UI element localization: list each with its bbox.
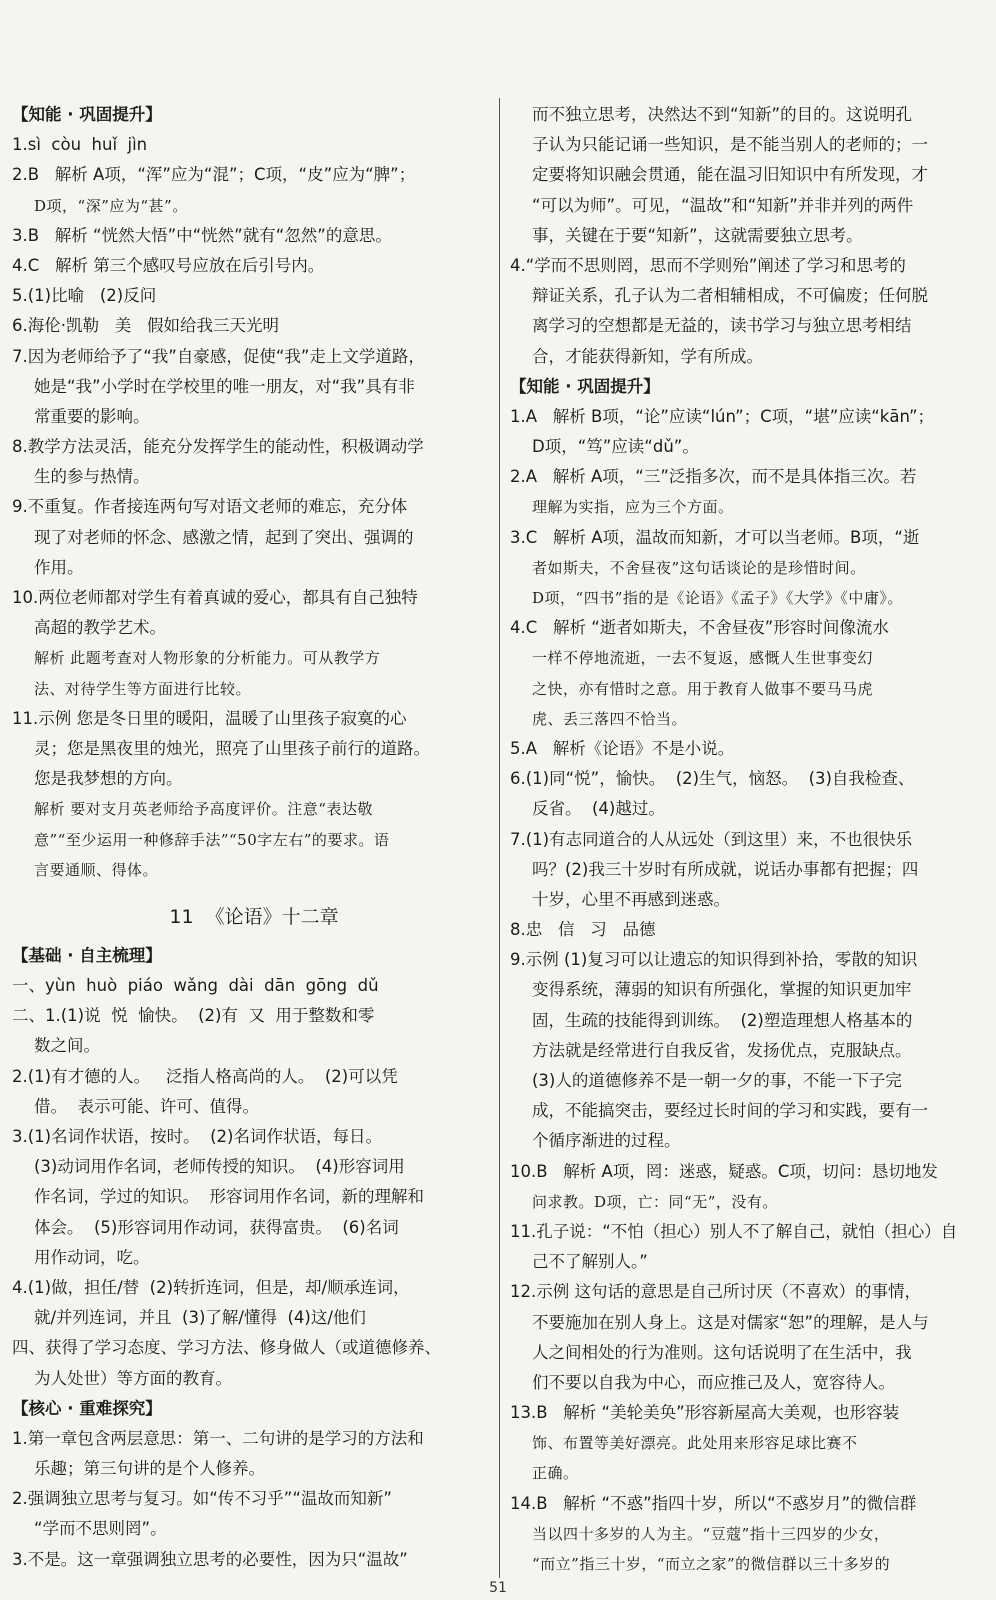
text-line: (3)人的道德修养不是一朝一夕的事，不能一下子完 xyxy=(532,1071,902,1090)
text-line: 解析 要对支月英老师给予高度评价。注意“表达敬 xyxy=(34,800,373,819)
text-line: 您是我梦想的方向。 xyxy=(34,769,183,789)
text-line: 们不要以自我为中心，而应推己及人，宽容待人。 xyxy=(532,1372,895,1392)
text-line: 灵；您是黑夜里的烛光，照亮了山里孩子前行的道路。 xyxy=(34,738,430,758)
text-line: “学而不思则罔”。 xyxy=(34,1519,167,1539)
text-line: 10.B 解析 A项，罔：迷惑，疑惑。C项，切问：恳切地发 xyxy=(510,1161,938,1181)
text-line: 7.因为老师给予了“我”自豪感，促使“我”走上文学道路， xyxy=(12,346,425,366)
text-line: 10.两位老师都对学生有着真诚的爱心，都具有自己独特 xyxy=(12,588,418,607)
text-line: 借。 表示可能、许可、值得。 xyxy=(34,1096,259,1116)
text-line: 用作动词，吃。 xyxy=(34,1247,150,1267)
text-line: 事，关键在于要“知新”，这就需要独立思考。 xyxy=(532,225,863,245)
text-line: “可以为师”。可见，“温故”和“知新”并非并列的两件 xyxy=(532,195,914,215)
text-line: “而立”指三十岁，“而立之家”的微信群以三十多岁的 xyxy=(532,1555,891,1573)
text-line: 常重要的影响。 xyxy=(34,406,150,426)
lesson-title: 11 《论语》十二章 xyxy=(169,905,339,928)
text-line: 合，才能获得新知，学有所成。 xyxy=(532,346,763,366)
text-line: 固，生疏的技能得到训练。 (2)塑造理想人格基本的 xyxy=(532,1010,913,1030)
text-line: 3.(1)名词作状语，按时。 (2)名词作状语，每日。 xyxy=(12,1127,382,1146)
text-line: 一样不停地流逝，一去不复返，感慨人生世事变幻 xyxy=(532,649,874,668)
text-line: 理解为实指，应为三个方面。 xyxy=(532,498,734,517)
text-line: 5.(1)比喻 (2)反问 xyxy=(12,286,157,306)
text-line: 4.“学而不思则罔，思而不学则殆”阐述了学习和思考的 xyxy=(510,255,906,275)
section-heading: 【核心 · 重难探究】 xyxy=(12,1398,162,1418)
text-line: 11.孔子说：“不怕（担心）别人不了解自己，就怕（担心）自 xyxy=(510,1221,958,1241)
text-line: 数之间。 xyxy=(34,1036,100,1056)
section-heading: 【知能 · 巩固提升】 xyxy=(510,376,660,396)
text-line: 作用。 xyxy=(34,557,84,577)
text-line: 作名词，学过的知识。 形容词用作名词，新的理解和 xyxy=(34,1187,424,1207)
text-line: 3.不是。这一章强调独立思考的必要性，因为只“温故” xyxy=(12,1549,408,1569)
text-line: 她是“我”小学时在学校里的唯一朋友，对“我”具有非 xyxy=(34,376,415,396)
text-line: 当以四十多岁的人为主。“豆蔻”指十三四岁的少女， xyxy=(532,1524,890,1543)
text-line: 之快，亦有惜时之意。用于教育人做事不要马马虎 xyxy=(532,679,874,698)
text-line: 定要将知识融会贯通，能在温习旧知识中有所发现，才 xyxy=(532,165,928,185)
text-line: 反省。 (4)越过。 xyxy=(532,799,665,819)
text-line: D项，“四书”指的是《论语》《孟子》《大学》《中庸》。 xyxy=(532,589,903,607)
text-line: 解析 此题考查对人物形象的分析能力。可从教学方 xyxy=(34,649,381,668)
section-heading: 【知能 · 巩固提升】 xyxy=(12,105,162,124)
text-line: 14.B 解析 “不惑”指四十岁，所以“不惑岁月”的微信群 xyxy=(510,1493,917,1513)
text-line: 1.A 解析 B项，“论”应读“lún”；C项，“堪”应读“kān”； xyxy=(510,406,935,426)
left-column xyxy=(12,100,496,1575)
text-line: 不要施加在别人身上。这是对儒家“恕”的理解，是人与 xyxy=(532,1312,929,1332)
text-line: 7.(1)有志同道合的人从远处（到这里）来，不也很快乐 xyxy=(510,829,913,849)
text-line: 生的参与热情。 xyxy=(34,467,150,487)
page-number: 51 xyxy=(489,1580,507,1596)
text-line: D项，“笃”应读“dǔ”。 xyxy=(532,437,699,457)
text-line: 意”“至少运用一种修辞手法”“50字左右”的要求。语 xyxy=(34,830,390,849)
text-line: 者如斯夫，不舍昼夜”这句话谈论的是珍惜时间。 xyxy=(532,558,866,577)
text-line: 9.示例 (1)复习可以让遗忘的知识得到补拾，零散的知识 xyxy=(510,950,918,970)
text-line: 就/并列连词，并且 (3)了解/懂得 (4)这/他们 xyxy=(34,1308,366,1328)
text-line: 子认为只能记诵一些知识，是不能当别人的老师的；一 xyxy=(532,135,928,155)
text-line: 成，不能搞突击，要经过长时间的学习和实践，要有一 xyxy=(532,1101,928,1121)
text-line: 3.B 解析 “恍然大悟”中“恍然”就有“忽然”的意思。 xyxy=(12,225,392,245)
text-line: (3)动词用作名词，老师传授的知识。 (4)形容词用 xyxy=(34,1157,405,1177)
column-divider xyxy=(499,98,500,1578)
text-line: 12.示例 这句话的意思是自己所讨厌（不喜欢）的事情， xyxy=(510,1282,921,1302)
text-line: 4.(1)做，担任/替 (2)转折连词，但是，却/顺承连词， xyxy=(12,1277,410,1297)
text-line: D项，“深”应为“甚”。 xyxy=(34,196,188,215)
text-line: 8.教学方法灵活，能充分发挥学生的能动性，积极调动学 xyxy=(12,437,424,457)
text-line: 为人处世）等方面的教育。 xyxy=(34,1368,232,1388)
text-line: 二、1.(1)说 悦 愉快。 (2)有 又 用于整数和零 xyxy=(12,1006,375,1026)
text-line: 饰、布置等美好漂亮。此处用来形容足球比赛不 xyxy=(532,1434,858,1453)
text-line: 8.忠 信 习 品德 xyxy=(510,920,656,940)
text-line: 6.海伦·凯勒 美 假如给我三天光明 xyxy=(12,316,279,336)
text-line: 法、对待学生等方面进行比较。 xyxy=(34,679,252,698)
text-line: 1.sì còu huǐ jìn xyxy=(12,135,148,155)
text-line: 4.C 解析 “逝者如斯夫，不舍昼夜”形容时间像流水 xyxy=(510,618,889,638)
text-line: 个循序渐进的过程。 xyxy=(532,1131,681,1151)
text-line: 2.强调独立思考与复习。如“传不习乎”“温故而知新” xyxy=(12,1489,392,1509)
text-line: 2.B 解析 A项，“浑”应为“混”；C项，“皮”应为“脾”； xyxy=(12,165,416,185)
right-column xyxy=(510,100,988,1579)
text-line: 言要通顺、得体。 xyxy=(34,860,159,879)
section-heading: 【基础 · 自主梳理】 xyxy=(12,945,162,965)
text-line: 13.B 解析 “美轮美奂”形容新屋高大美观，也形容装 xyxy=(510,1403,900,1423)
text-line: 辩证关系，孔子认为二者相辅相成，不可偏废；任何脱 xyxy=(532,286,928,306)
text-line: 6.(1)同“悦”，愉快。 (2)生气，恼怒。 (3)自我检查、 xyxy=(510,769,915,789)
text-line: 9.不重复。作者接连两句写对语文老师的难忘，充分体 xyxy=(12,497,408,517)
text-line: 问求教。D项，亡：同“无”，没有。 xyxy=(532,1192,778,1211)
text-line: 11.示例 您是冬日里的暖阳，温暖了山里孩子寂寞的心 xyxy=(12,708,407,728)
text-line: 5.A 解析《论语》不是小说。 xyxy=(510,738,735,758)
text-line: 乐趣；第三句讲的是个人修养。 xyxy=(34,1459,265,1479)
text-line: 2.A 解析 A项，“三”泛指多次，而不是具体指三次。若 xyxy=(510,467,917,487)
text-line: 吗？(2)我三十岁时有所成就，说话办事都有把握；四 xyxy=(532,859,919,879)
text-line: 己不了解别人。” xyxy=(532,1252,648,1272)
text-line: 一、yùn huò piáo wǎng dài dān gōng dǔ xyxy=(12,976,379,996)
text-line: 离学习的空想都是无益的，读书学习与独立思考相结 xyxy=(532,316,912,336)
text-line: 1.第一章包含两层意思：第一、二句讲的是学习的方法和 xyxy=(12,1428,424,1448)
text-line: 正确。 xyxy=(532,1464,579,1483)
text-line: 4.C 解析 第三个感叹号应放在后引号内。 xyxy=(12,255,325,275)
text-line: 四、获得了学习态度、学习方法、修身做人（或道德修养、 xyxy=(12,1338,441,1358)
text-line: 高超的教学艺术。 xyxy=(34,618,166,638)
text-line: 方法就是经常进行自我反省，发扬优点，克服缺点。 xyxy=(532,1040,912,1060)
text-line: 人之间相处的行为准则。这句话说明了在生活中，我 xyxy=(532,1342,912,1362)
text-line: 变得系统，薄弱的知识有所强化，掌握的知识更加牢 xyxy=(532,980,912,1000)
text-line: 现了对老师的怀念、感激之情，起到了突出、强调的 xyxy=(34,527,414,547)
text-line: 体会。 (5)形容词用作动词，获得富贵。 (6)名词 xyxy=(34,1217,399,1237)
text-line: 2.(1)有才德的人。 泛指人格高尚的人。 (2)可以凭 xyxy=(12,1066,398,1086)
text-line: 3.C 解析 A项，温故而知新，才可以当老师。B项，“逝 xyxy=(510,527,920,547)
text-line: 而不独立思考，决然达不到“知新”的目的。这说明孔 xyxy=(532,105,913,124)
text-line: 十岁，心里不再感到迷惑。 xyxy=(532,889,730,909)
text-line: 虎、丢三落四不恰当。 xyxy=(532,709,688,728)
